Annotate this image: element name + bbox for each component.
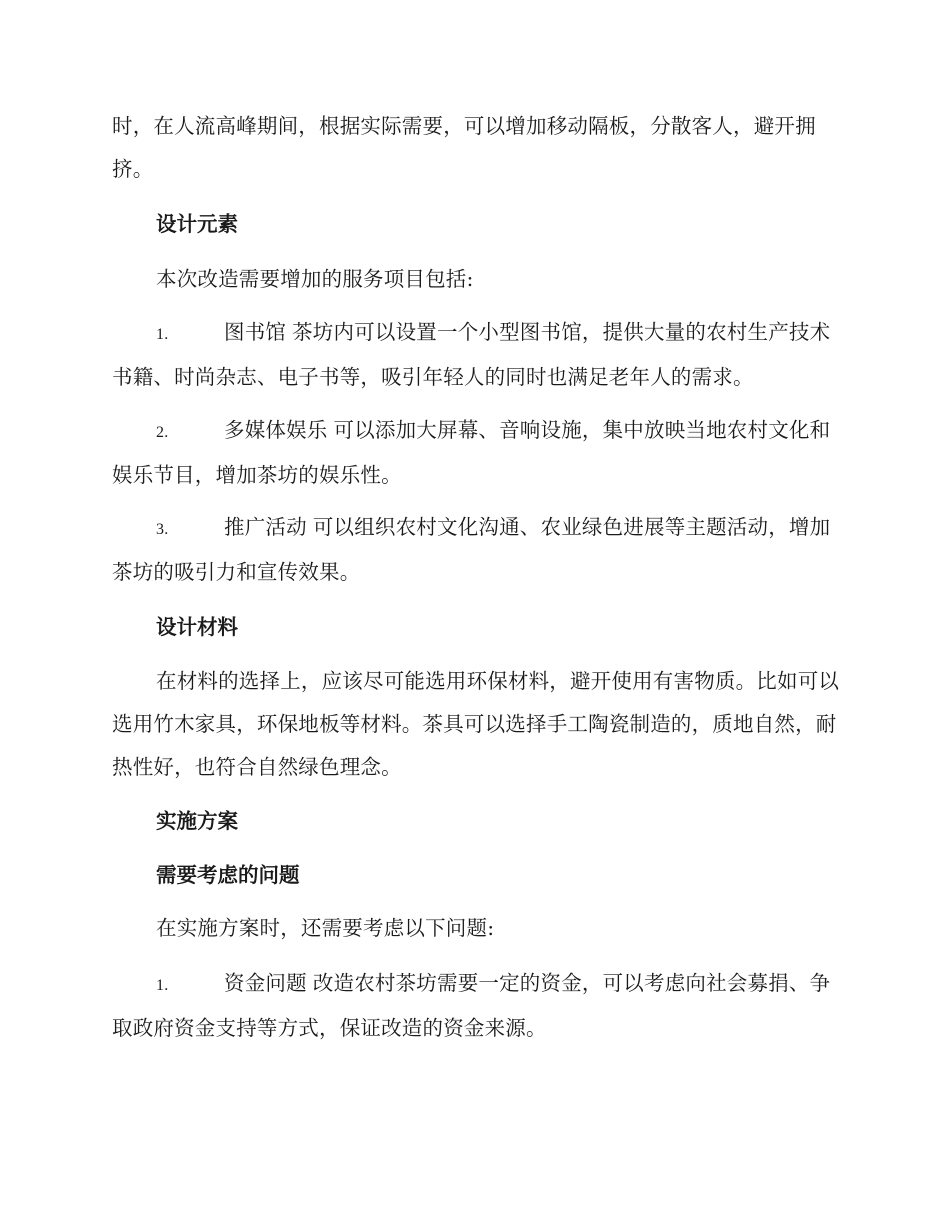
list-item-library — [112, 311, 840, 399]
heading-issues: 需要考虑的问题 — [156, 863, 300, 887]
paragraph-intro-continuation: 时，在人流高峰期间，根据实际需要，可以增加移动隔板，分散客人，避开拥挤。 — [112, 114, 816, 181]
list-item-title: 图书馆 — [224, 320, 287, 344]
list-item-title: 推广活动 — [224, 515, 307, 539]
list-item-funding — [112, 962, 840, 1050]
list-item-text: 可以添加大屏幕、音响设施，集中放映当地农村文化和娱乐节目，增加茶坊的娱乐性。 — [112, 418, 831, 487]
list-item-promotion — [112, 506, 840, 594]
list-number: 1. — [156, 977, 169, 994]
list-number: 2. — [156, 424, 169, 441]
heading-implementation: 实施方案 — [156, 809, 238, 833]
heading-design-elements: 设计元素 — [156, 212, 238, 236]
list-item-title: 资金问题 — [224, 971, 307, 995]
list-item-text: 改造农村茶坊需要一定的资金，可以考虑向社会募捐、争取政府资金支持等方式，保证改造的资金来源。 — [112, 971, 831, 1040]
list-item-multimedia — [112, 409, 840, 497]
paragraph-services-intro: 本次改造需要增加的服务项目包括: — [156, 267, 474, 291]
list-item-title: 多媒体娱乐 — [224, 418, 328, 442]
list-item-text: 茶坊内可以设置一个小型图书馆，提供大量的农村生产技术书籍、时尚杂志、电子书等，吸引年轻人的同时也满足老年人的需求。 — [112, 320, 831, 389]
list-number: 3. — [156, 521, 169, 538]
paragraph-materials: 在材料的选择上，应该尽可能选用环保材料，避开使用有害物质。比如可以选用竹木家具，环保地板等材料。茶具可以选择手工陶瓷制造的，质地自然，耐热性好，也符合自然绿色理念。 — [112, 669, 840, 779]
list-number: 1. — [156, 326, 169, 343]
heading-design-materials: 设计材料 — [156, 615, 238, 639]
list-item-text: 可以组织农村文化沟通、农业绿色进展等主题活动，增加茶坊的吸引力和宣传效果。 — [112, 515, 831, 584]
paragraph-issues-intro: 在实施方案时，还需要考虑以下问题: — [156, 916, 495, 940]
